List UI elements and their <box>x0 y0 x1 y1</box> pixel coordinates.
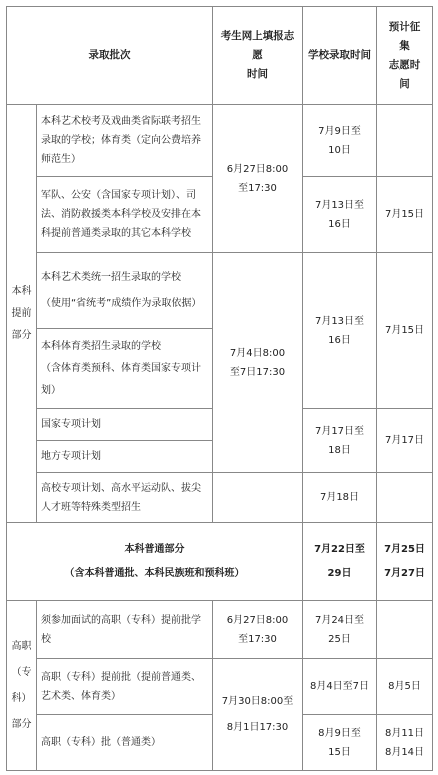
table-row <box>7 601 433 659</box>
category-undergrad-advance: 本科 提前 部分 <box>7 105 37 523</box>
solicit-time: 8月11日 8月14日 <box>377 715 433 771</box>
solicit-time: 7月25日 7月27日 <box>377 523 433 601</box>
header-row <box>7 7 433 105</box>
solicit-time: 7月15日 <box>377 177 433 253</box>
online-fill-time: 7月30日8:00至 8月1日17:30 <box>213 659 303 771</box>
admission-schedule-table <box>6 6 433 771</box>
batch-name: 本科艺术类统一招生录取的学校 （使用“省统考”成绩作为录取依据） <box>37 253 213 329</box>
header-online-fill-time: 考生网上填报志 愿 时间 <box>213 7 303 105</box>
solicit-time <box>377 601 433 659</box>
admission-time: 7月9日至 10日 <box>303 105 377 177</box>
admission-time: 7月22日至 29日 <box>303 523 377 601</box>
header-solicit-time: 预计征 集 志愿时 间 <box>377 7 433 105</box>
admission-time: 8月9日至 15日 <box>303 715 377 771</box>
solicit-time: 7月15日 <box>377 253 433 409</box>
batch-name: 国家专项计划 <box>37 409 213 441</box>
table-row <box>7 473 433 523</box>
admission-time: 7月13日至 16日 <box>303 253 377 409</box>
admission-time: 8月4日至7日 <box>303 659 377 715</box>
undergrad-general-title: 本科普通部分 （含本科普通批、本科民族班和预科班） <box>7 523 303 601</box>
batch-name: 地方专项计划 <box>37 441 213 473</box>
header-admission-time: 学校录取时间 <box>303 7 377 105</box>
online-fill-time: 7月4日8:00 至7日17:30 <box>213 253 303 473</box>
header-batch: 录取批次 <box>7 7 213 105</box>
batch-name: 高校专项计划、高水平运动队、拔尖人才班等特殊类型招生 <box>37 473 213 523</box>
batch-name: 军队、公安（含国家专项计划）、司法、消防救援类本科学校及安排在本科提前普通类录取的其它本科学校 <box>37 177 213 253</box>
table-row <box>7 659 433 715</box>
admission-time: 7月13日至 16日 <box>303 177 377 253</box>
admission-time: 7月18日 <box>303 473 377 523</box>
table-row <box>7 105 433 177</box>
batch-name: 须参加面试的高职（专科）提前批学校 <box>37 601 213 659</box>
online-fill-time: 6月27日8:00 至17:30 <box>213 601 303 659</box>
batch-name: 高职（专科）提前批（提前普通类、艺术类、体育类） <box>37 659 213 715</box>
solicit-time <box>377 473 433 523</box>
solicit-time <box>377 105 433 177</box>
admission-time: 7月24日至 25日 <box>303 601 377 659</box>
solicit-time: 8月5日 <box>377 659 433 715</box>
admission-time: 7月17日至 18日 <box>303 409 377 473</box>
online-fill-time-continued <box>213 473 303 523</box>
batch-name: 本科艺术校考及戏曲类省际联考招生录取的学校；体育类（定向公费培养师范生） <box>37 105 213 177</box>
online-fill-time: 6月27日8:00 至17:30 <box>213 105 303 253</box>
table-row-undergrad-general <box>7 523 433 601</box>
batch-name: 高职（专科）批（普通类） <box>37 715 213 771</box>
batch-name: 本科体育类招生录取的学校 （含体育类预科、体育类国家专项计划） <box>37 329 213 409</box>
table-row <box>7 253 433 329</box>
category-vocational: 高职 （专 科） 部分 <box>7 601 37 771</box>
solicit-time: 7月17日 <box>377 409 433 473</box>
